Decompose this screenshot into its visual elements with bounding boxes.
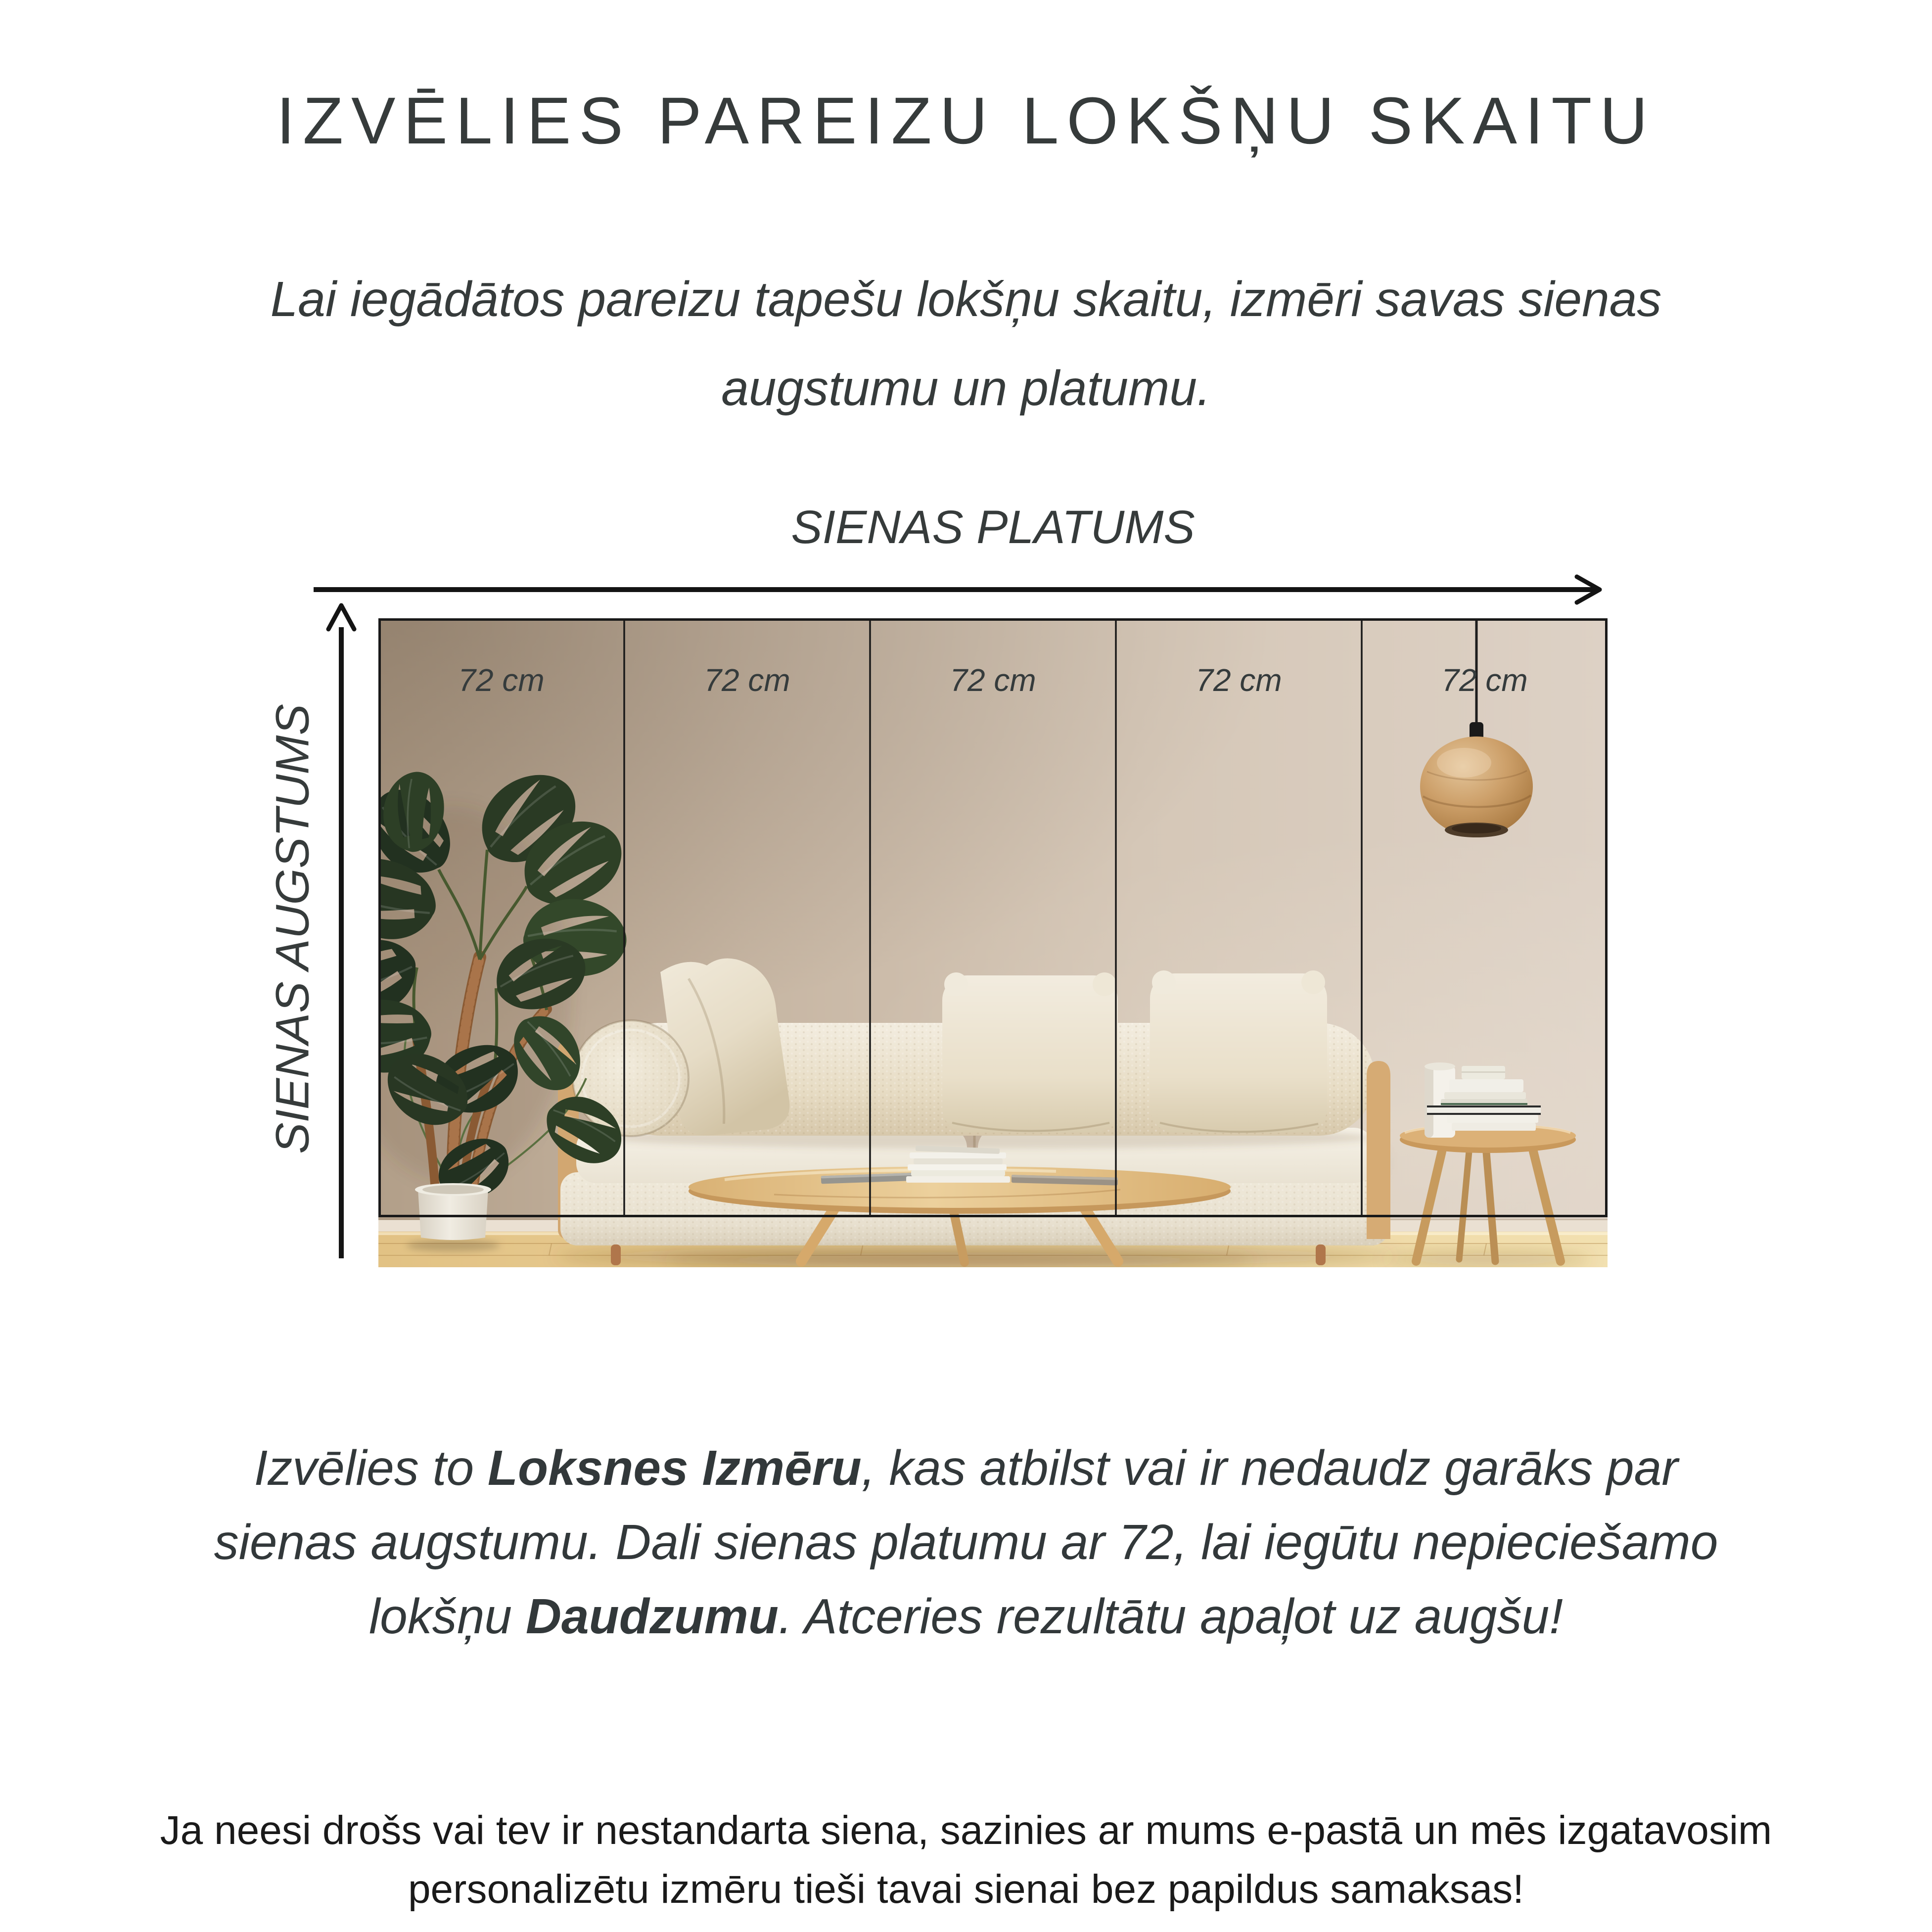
sheet-width-label: 72 cm <box>704 662 790 698</box>
instruction-line3 <box>0 1579 1932 1654</box>
height-arrow-icon <box>322 599 361 1262</box>
subtitle <box>0 255 1932 433</box>
instruction-line3-bold: Daudzumu <box>525 1589 779 1644</box>
footer-line1: Ja neesi drošs vai tev ir nestandarta siena, sazinies ar mums e-pastā un mēs izgatavosim <box>160 1808 1772 1853</box>
room-photo <box>378 618 1608 1267</box>
sofa <box>558 952 1390 1265</box>
sofa-bolster-cushion <box>573 1020 689 1136</box>
instruction-line1-post: , kas atbilst vai ir nedaudz garāks par <box>861 1440 1678 1496</box>
room-illustration <box>378 618 1608 1267</box>
subtitle-line2: augstumu un platumu. <box>721 361 1211 416</box>
page-title: IZVĒLIES PAREIZU LOKŠŅU SKAITU <box>276 84 1656 158</box>
sheet-width-label: 72 cm <box>1196 662 1282 698</box>
sofa-leg-left <box>611 1244 621 1265</box>
footer-line2: personalizētu izmēru tieši tavai sienai bez papildus samaksas! <box>408 1866 1524 1912</box>
sheet-labels-row <box>378 662 1608 698</box>
sheet-width-label: 72 cm <box>950 662 1036 698</box>
sofa-leg-right <box>1316 1244 1326 1265</box>
books-stack-table <box>906 1146 1010 1183</box>
footer-note <box>0 1801 1932 1919</box>
subtitle-line1: Lai iegādātos pareizu tapešu lokšņu skaitu, izmēri savas sienas <box>270 272 1662 327</box>
sofa-right-arm-wood <box>1367 1061 1390 1239</box>
sheet-width-label: 72 cm <box>1441 662 1528 698</box>
wall-height-label: SIENAS AUGSTUMS <box>266 704 319 1154</box>
instruction-text <box>0 1431 1932 1654</box>
instruction-line2: sienas augstumu. Dali sienas platumu ar 72, lai iegūtu nepieciešamo <box>214 1515 1718 1570</box>
instruction-line3-pre: lokšņu <box>368 1589 526 1644</box>
sheet-width-label: 72 cm <box>458 662 545 698</box>
width-arrow-icon <box>311 572 1616 607</box>
wall-width-label: SIENAS PLATUMS <box>791 501 1195 553</box>
sofa-pillow-right <box>1150 970 1327 1133</box>
instruction-line1-pre: Izvēlies to <box>254 1440 488 1496</box>
instruction-line1 <box>0 1431 1932 1505</box>
instruction-line1-bold: Loksnes Izmēru <box>487 1440 862 1496</box>
instruction-line3-post: . Atceries rezultātu apaļot uz augšu! <box>778 1589 1564 1644</box>
sofa-pillow-left <box>942 972 1118 1133</box>
